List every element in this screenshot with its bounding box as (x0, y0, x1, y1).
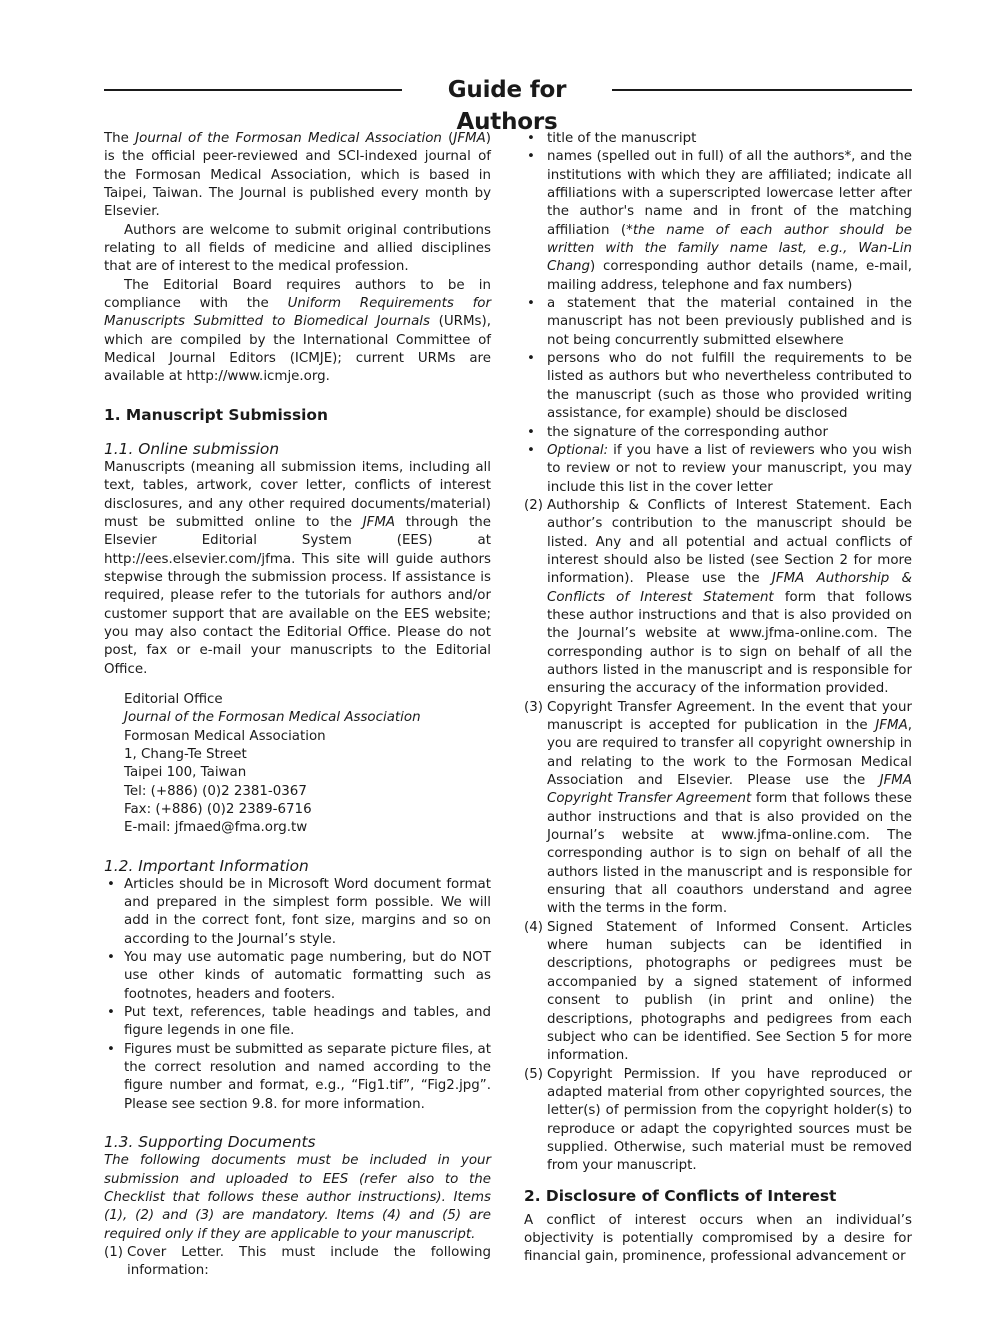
subsection-heading-important-information: 1.2. Important Information (104, 856, 309, 875)
page-title: Guide for Authors (447, 77, 567, 135)
subsection-heading-online-submission: 1.1. Online submission (104, 439, 280, 458)
supporting-documents-list-continued (524, 497, 912, 1176)
left-column (104, 130, 491, 1281)
intro-paragraph-1: The Journal of the Formosan Medical Association (JFMA) is the official peer-reviewed and SCI-indexed journal of the Formosan Medical Association, which is based in Taipei, Taiwan. The Journal is published every month by Elsevier. (104, 131, 491, 220)
address-line: Journal of the Formosan Medical Association (124, 710, 421, 726)
address-line: Taipei 100, Taiwan (124, 765, 247, 781)
list-item: • Optional: if you have a list of reviewers who you wish to review or not to review your manuscript, you may include this list in the cover letter (524, 442, 912, 497)
supporting-documents-intro: The following documents must be included in your submission and uploaded to EES (refer also to the Checklist that follows these author instructions). Items (1), (2) and (3) are mandatory. Items (4) and (5) are required only if they are applicable to your manuscript. (104, 1153, 491, 1242)
header-rule-right (612, 89, 912, 91)
intro-paragraph-3: The Editorial Board requires authors to be in compliance with the Uniform Requirements for Manuscripts Submitted to Biomedical Journals (URMs), which are compiled by the International Committee of Medical Journal Editors (ICMJE); current URMs are available at http://www.icmje.org. (104, 277, 491, 385)
intro-paragraph-2: Authors are welcome to submit original contributions relating to all fields of medicine and allied disciplines that are of interest to the medical profession. (104, 222, 491, 275)
list-item: • Articles should be in Microsoft Word document format and prepared in the simplest form possible. We will add in the correct font, font size, margins and so on according to the Journal’s style. (104, 876, 491, 949)
section-heading-disclosure-conflicts: 2. Disclosure of Conflicts of Interest (524, 1186, 837, 1205)
address-line: Fax: (+886) (0)2 2389-6716 (124, 802, 312, 817)
list-item: (2) Authorship & Conflicts of Interest Statement. Each author’s contribution to the manuscript should be listed. Any and all potential and actual conflicts of interest should also be listed (see Section 2 for more information). Please use the JFMA Authorship & Conflicts of Interest Statement form that follows these author instructions and that is also provided on the Journal’s website at www.jfma-online.com. The corresponding author is to sign on behalf of all the authors listed in the manuscript and is responsible for ensuring the accuracy of the information provided. (524, 497, 913, 697)
header-rule-left (104, 89, 402, 91)
important-information-list (104, 876, 491, 1114)
address-line: 1, Chang-Te Street (124, 746, 247, 762)
address-line: Tel: (+886) (0)2 2381-0367 (124, 783, 307, 799)
list-item: • persons who do not fulfill the requirements to be listed as authors but who nevertheless contributed to the manuscript (such as those who provided writing assistance, for example) should be disclosed (524, 350, 912, 423)
cover-letter-requirements-list (524, 130, 912, 497)
subsection-heading-supporting-documents: 1.3. Supporting Documents (104, 1133, 316, 1152)
conflicts-paragraph: A conflict of interest occurs when an individual’s objectivity is potentially compromised by a desire for financial gain, prominence, professional advancement or (524, 1212, 912, 1265)
list-item: (3) Copyright Transfer Agreement. In the event that your manuscript is accepted for publication in the JFMA, you are required to transfer all copyright ownership in and relating to the work to the Formosan Medical Association and Elsevier. Please use the JFMA Copyright Transfer Agreement form that follows these author instructions and that is also provided on the Journal’s website at www.jfma-online.com. The corresponding author is to sign on behalf of all the authors listed in the manuscript and is responsible for ensuring that all coauthors understand and agree with the terms in the form. (524, 699, 912, 917)
list-item: • names (spelled out in full) of all the authors*, and the institutions with which they are affiliated; indicate all affiliations with a superscripted lowercase letter after the author's name and in front of the matching affiliation (*the name of each author should be written with the family name last, e.g., Wan-Lin Chang) corresponding author details (name, e-mail, mailing address, telephone and fax numbers) (524, 148, 912, 295)
online-submission-paragraph: Manuscripts (meaning all submission items, including all text, tables, artwork, cover letter, conflicts of interest disclosures, and any other required documents/material) must be submitted online to the JFMA through the Elsevier Editorial System (EES) at http://ees.elsevier.com/jfma. This site will guide authors stepwise through the submission process. If assistance is required, please refer to the tutorials for authors and/or customer support that are available on the EES website; you may also contact the Editorial Office. Please do not post, fax or e-mail your manuscripts to the Editorial Office. (104, 459, 491, 677)
list-item: • the signature of the corresponding author (524, 424, 912, 442)
editorial-office-address (124, 691, 491, 838)
address-line: E-mail: jfmaed@fma.org.tw (124, 820, 308, 836)
section-heading-manuscript-submission: 1. Manuscript Submission (104, 405, 328, 424)
list-item: (1) Cover Letter. This must include the following information: (104, 1244, 491, 1279)
page-header (104, 74, 912, 135)
list-item: • title of the manuscript (524, 130, 912, 148)
list-item: • a statement that the material contained in the manuscript has not been previously published and is not being concurrently submitted elsewhere (524, 295, 912, 350)
list-item: • Put text, references, table headings and tables, and figure legends in one file. (104, 1004, 491, 1041)
address-line: Editorial Office (124, 691, 223, 707)
list-item: (4) Signed Statement of Informed Consent. Articles where human subjects can be identified in descriptions, photographs or pedigrees must be accompanied by a signed statement of informed consent to publish (in print and online) the descriptions, photographs and pedigrees from each subject who can be identified. See Section 5 for more information. (524, 919, 912, 1064)
supporting-documents-list-start (104, 1244, 491, 1281)
list-item: • Figures must be submitted as separate picture files, at the correct resolution and named according to the figure number and format, e.g., “Fig1.tif”, “Fig2.jpg”. Please see section 9.8. for more information. (104, 1041, 491, 1114)
list-item: (5) Copyright Permission. If you have reproduced or adapted material from other copyrighted sources, the letter(s) of permission from the copyright holder(s) to reproduce or adapt the copyrighted sources must be supplied. Otherwise, such material must be removed from your manuscript. (524, 1066, 912, 1174)
list-item: • You may use automatic page numbering, but do NOT use other kinds of automatic formatting such as footnotes, headers and footers. (104, 949, 491, 1004)
address-line: Formosan Medical Association (124, 728, 326, 744)
right-column (524, 130, 912, 1267)
